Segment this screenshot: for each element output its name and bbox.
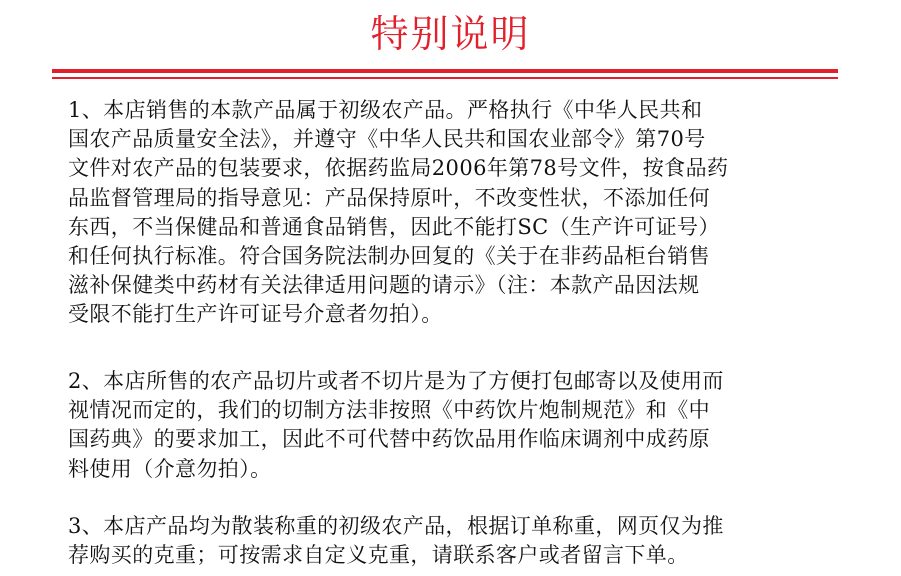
paragraph-line: 荐购买的克重；可按需求自定义克重，请联系客户或者留言下单。 xyxy=(68,543,689,568)
title-divider-thick xyxy=(52,69,838,73)
paragraph-line: 1、本店销售的本款产品属于初级农产品。严格执行《中华人民共和 xyxy=(68,98,703,122)
notice-paragraph-1 xyxy=(68,96,728,330)
page-title: 特别说明 xyxy=(370,12,531,56)
paragraph-line: 滋补保健类中药材有关法律适用问题的请示》（注：本款产品因法规 xyxy=(68,273,700,298)
notice-paragraph-2 xyxy=(68,367,724,484)
paragraph-line: 料使用（介意勿拍）。 xyxy=(68,456,272,481)
paragraph-line: 文件对农产品的包装要求，依据药监局2006年第78号文件，按食品药 xyxy=(68,156,729,181)
paragraph-line: 品监督管理局的指导意见：产品保持原叶，不改变性状，不添加任何 xyxy=(68,185,710,210)
paragraph-line: 东西，不当保健品和普通食品销售，因此不能打SC（生产许可证号） xyxy=(68,214,720,239)
paragraph-line: 国药典》的要求加工，因此不可代替中药饮品用作临床调剂中成药原 xyxy=(68,427,710,452)
notice-paragraph-3 xyxy=(68,512,724,570)
paragraph-line: 和任何执行标准。符合国务院法制办回复的《关于在非药品柜台销售 xyxy=(68,243,710,268)
title-divider-thin xyxy=(52,77,838,79)
paragraph-line: 2、本店所售的农产品切片或者不切片是为了方便打包邮寄以及使用而 xyxy=(68,369,724,393)
paragraph-line: 视情况而定的，我们的切制方法非按照《中药饮片炮制规范》和《中 xyxy=(68,398,710,423)
paragraph-line: 国农产品质量安全法》，并遵守《中华人民共和国农业部令》第70号 xyxy=(68,127,706,152)
paragraph-line: 受限不能打生产许可证号介意者勿拍）。 xyxy=(68,302,443,327)
paragraph-line: 3、本店产品均为散装称重的初级农产品，根据订单称重，网页仅为推 xyxy=(68,514,724,538)
